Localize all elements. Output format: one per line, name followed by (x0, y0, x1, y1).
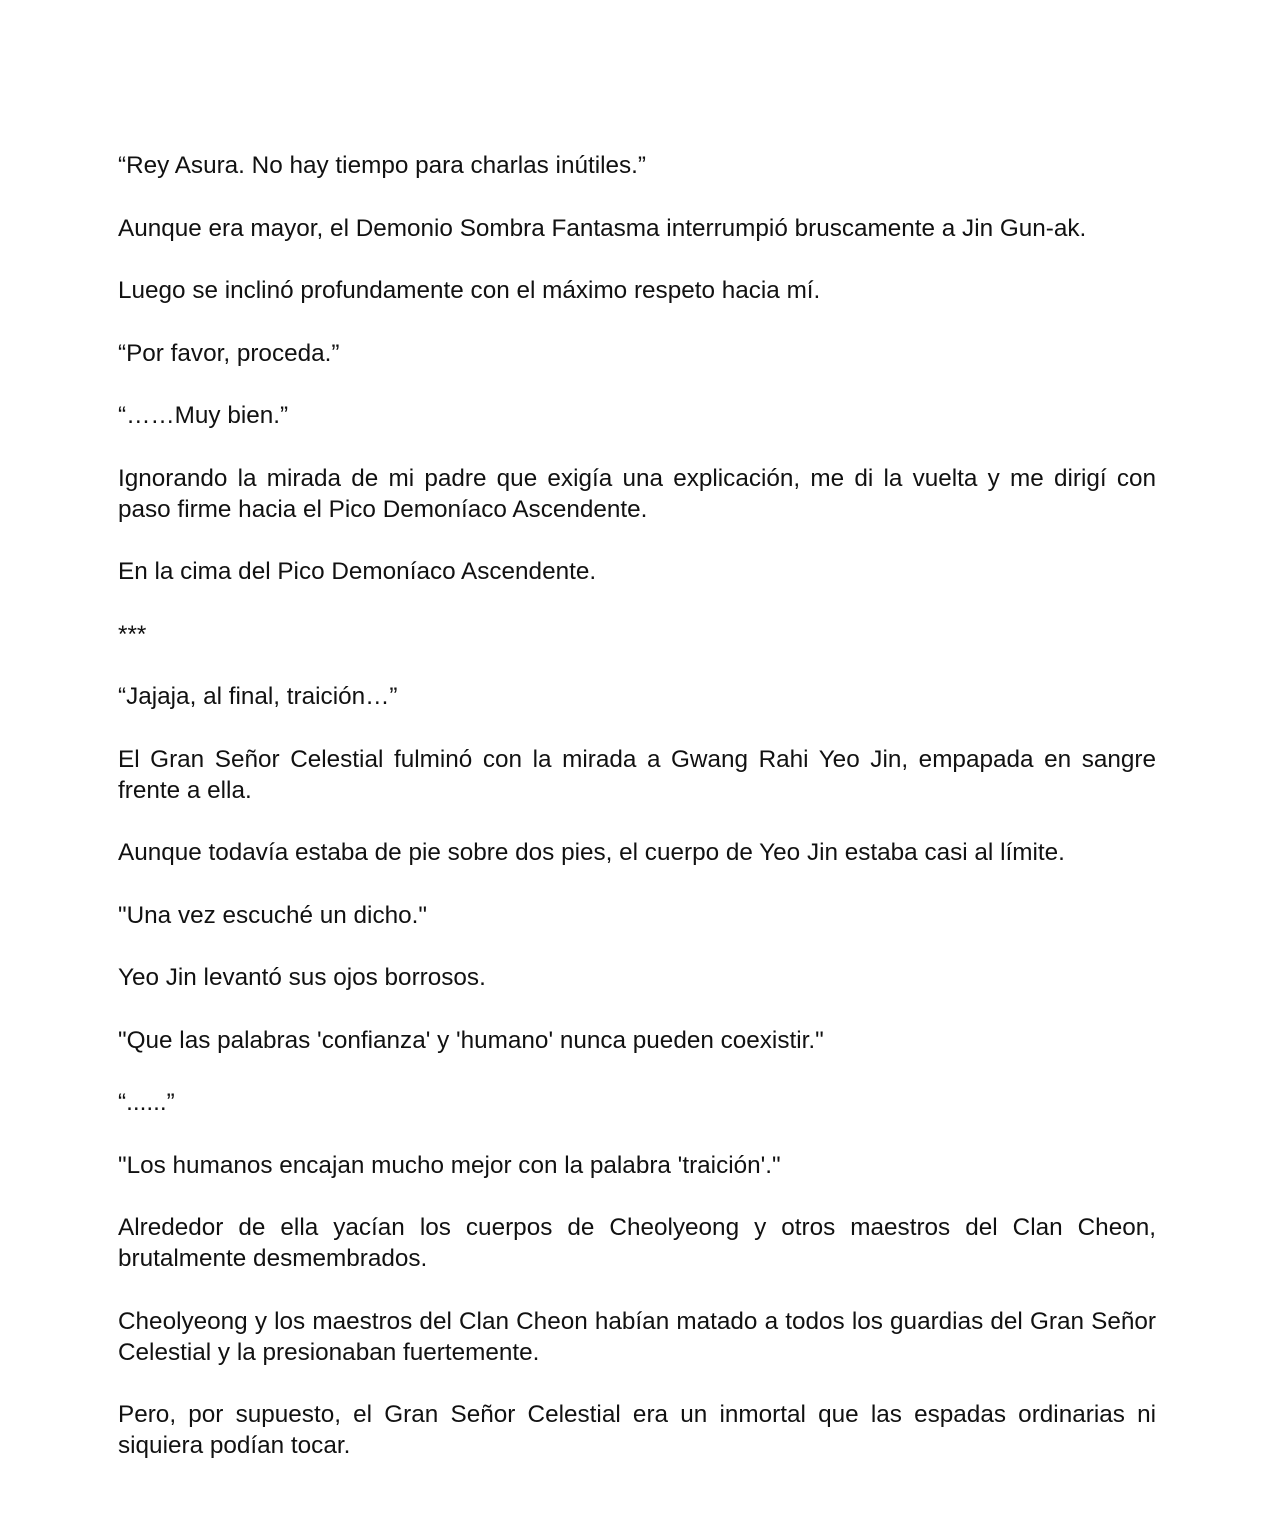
paragraph: Aunque todavía estaba de pie sobre dos pies, el cuerpo de Yeo Jin estaba casi al límite. (118, 839, 1065, 866)
paragraph: Ignorando la mirada de mi padre que exigía una explicación, me di la vuelta y me dirigí con paso firme hacia el Pico Demoníaco Ascendente. (118, 464, 1156, 523)
paragraph: “Rey Asura. No hay tiempo para charlas inútiles.” (118, 152, 647, 179)
paragraph: Alrededor de ella yacían los cuerpos de Cheolyeong y otros maestros del Clan Cheon, brutalmente desmembrados. (118, 1214, 1156, 1272)
paragraph: Luego se inclinó profundamente con el máximo respeto hacia mí. (118, 277, 821, 304)
scene-break: *** (118, 620, 147, 648)
document-page (118, 150, 1156, 1493)
paragraph: "Una vez escuché un dicho." (118, 901, 427, 929)
paragraph: “......” (118, 1089, 175, 1116)
paragraph: Cheolyeong y los maestros del Clan Cheon habían matado a todos los guardias del Gran Señor Celestial y la presionaban fuertemente. (118, 1307, 1156, 1366)
paragraph: Pero, por supuesto, el Gran Señor Celestial era un inmortal que las espadas ordinarias ni siquiera podían tocar. (118, 1401, 1156, 1459)
paragraph: “……Muy bien.” (118, 402, 289, 429)
paragraph: “Jajaja, al final, traición…” (118, 683, 398, 710)
paragraph: Aunque era mayor, el Demonio Sombra Fantasma interrumpió bruscamente a Jin Gun-ak. (118, 214, 1087, 242)
paragraph: En la cima del Pico Demoníaco Ascendente. (118, 558, 597, 585)
paragraph: El Gran Señor Celestial fulminó con la mirada a Gwang Rahi Yeo Jin, empapada en sangre frente a ella. (118, 745, 1156, 804)
paragraph: "Los humanos encajan mucho mejor con la palabra 'traición'." (118, 1151, 781, 1179)
paragraph: “Por favor, proceda.” (118, 339, 340, 367)
paragraph: Yeo Jin levantó sus ojos borrosos. (118, 964, 486, 991)
paragraph: "Que las palabras 'confianza' y 'humano' nunca pueden coexistir." (118, 1026, 824, 1054)
